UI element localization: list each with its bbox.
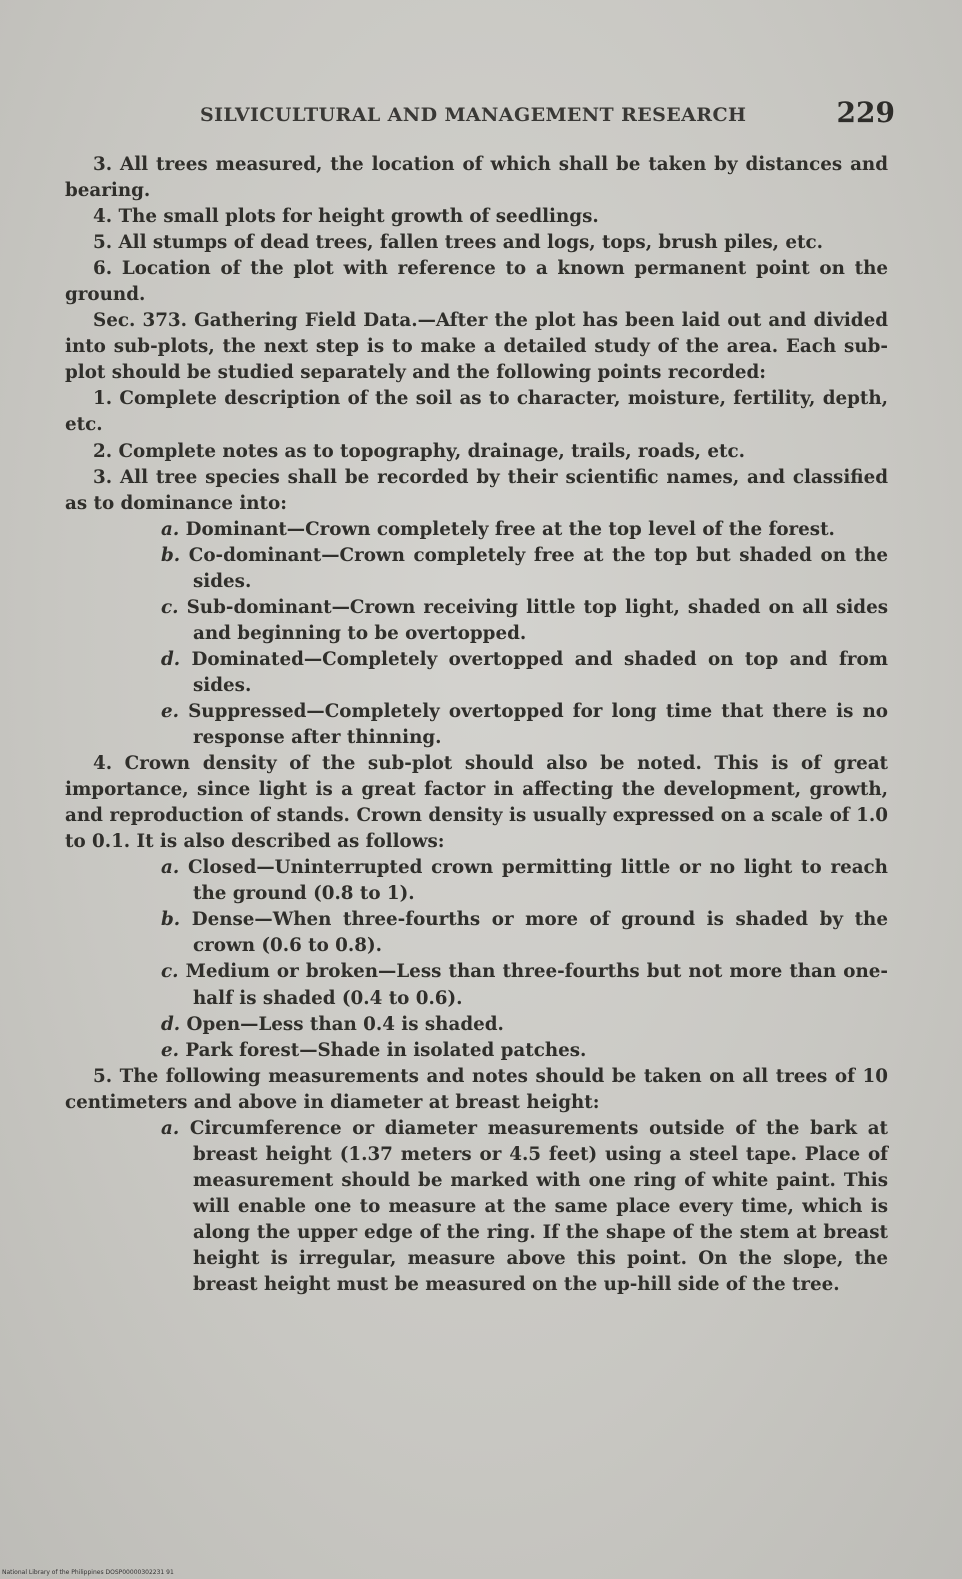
crown-density-paragraph: 4. Crown density of the sub-plot should also be noted. This is of great importance, since light is a great factor in affecting the development, growth, and reproduction of stands. Crown density is usually expressed on a scale of 1.0 to 0.1. It is also described as follows: — [65, 753, 888, 853]
item-letter: e. — [161, 1039, 179, 1061]
item-text: Dense—When three-fourths or more of ground is shaded by the crown (0.6 to 0.8). — [191, 909, 888, 957]
measurement-item — [65, 1116, 888, 1298]
item-text: Circumference or diameter measurements outside of the bark at breast height (1.37 meters or 4.5 feet) using a steel tape. Place of measurement should be marked with one ring of white paint. This will enable one to measure at the same place every time, which is along the upper edge of the ring. If the shape of the stem at breast height is irregular, measure above this point. On the slope, the breast height must be measured on the up-hill side of the tree. — [189, 1117, 888, 1296]
crown-density-item — [65, 1012, 888, 1038]
running-header — [200, 96, 895, 130]
section-paragraph — [65, 308, 888, 386]
crown-density-item — [65, 855, 888, 907]
item-letter: c. — [161, 961, 179, 983]
section-text: —After the plot has been laid out and divided into sub-plots, the next step is to make a detailed study of the area. Each sub-plot should be studied separately and the following points recorded: — [65, 310, 888, 384]
item-letter: d. — [161, 1013, 181, 1035]
paragraph: 4. The small plots for height growth of seedlings. — [93, 206, 599, 228]
section-heading: Sec. 373. Gathering Field Data. — [93, 310, 418, 332]
crown-density-item — [65, 959, 888, 1011]
dominance-item — [65, 595, 888, 647]
page-number: 229 — [836, 96, 895, 129]
measurements-paragraph: 5. The following measurements and notes should be taken on all trees of 10 centimeters and above in diameter at breast height: — [65, 1065, 888, 1113]
item-text: Dominated—Completely overtopped and shaded on top and from sides. — [191, 648, 888, 696]
item-letter: d. — [161, 648, 181, 670]
item-letter: a. — [161, 1117, 180, 1139]
dominance-item — [65, 543, 888, 595]
item-letter: a. — [161, 857, 180, 879]
item-letter: a. — [161, 518, 180, 540]
item-letter: c. — [161, 596, 179, 618]
dominance-item — [65, 517, 888, 543]
paragraph: 5. All stumps of dead trees, fallen trees and logs, tops, brush piles, etc. — [93, 232, 823, 254]
item-text: Closed—Uninterrupted crown permitting little or no light to reach the ground (0.8 to 1). — [187, 857, 888, 905]
point: 3. All tree species shall be recorded by their scientific names, and classified as to dominance into: — [65, 466, 888, 514]
item-text: Medium or broken—Less than three-fourths but not more than one-half is shaded (0.4 to 0.6). — [185, 961, 888, 1009]
item-text: Sub-dominant—Crown receiving little top light, shaded on all sides and beginning to be overtopped. — [186, 596, 889, 644]
item-text: Suppressed—Completely overtopped for long time that there is no response after thinning. — [188, 700, 888, 749]
point: 2. Complete notes as to topography, drainage, trails, roads, etc. — [93, 440, 745, 462]
item-text: Dominant—Crown completely free at the top level of the forest. — [185, 518, 835, 540]
point: 1. Complete description of the soil as to character, moisture, fertility, depth, etc. — [65, 388, 888, 436]
item-letter: b. — [161, 544, 181, 566]
item-letter: b. — [161, 909, 181, 931]
item-text: Co-dominant—Crown completely free at the top but shaded on the sides. — [188, 544, 888, 592]
crown-density-item — [65, 907, 888, 959]
item-text: Open—Less than 0.4 is shaded. — [186, 1013, 504, 1035]
body-text — [65, 152, 888, 1298]
item-letter: e. — [161, 700, 179, 722]
paragraph: 6. Location of the plot with reference to a known permanent point on the ground. — [65, 258, 888, 306]
scan-footer: National Library of the Philippines DOSP00000302231 91 — [2, 1569, 174, 1576]
paragraph: 3. All trees measured, the location of which shall be taken by distances and bearing. — [65, 154, 888, 202]
running-title: SILVICULTURAL AND MANAGEMENT RESEARCH — [200, 104, 747, 126]
dominance-item — [65, 647, 888, 699]
dominance-item — [65, 699, 888, 751]
item-text: Park forest—Shade in isolated patches. — [185, 1039, 587, 1061]
crown-density-item — [65, 1038, 888, 1064]
